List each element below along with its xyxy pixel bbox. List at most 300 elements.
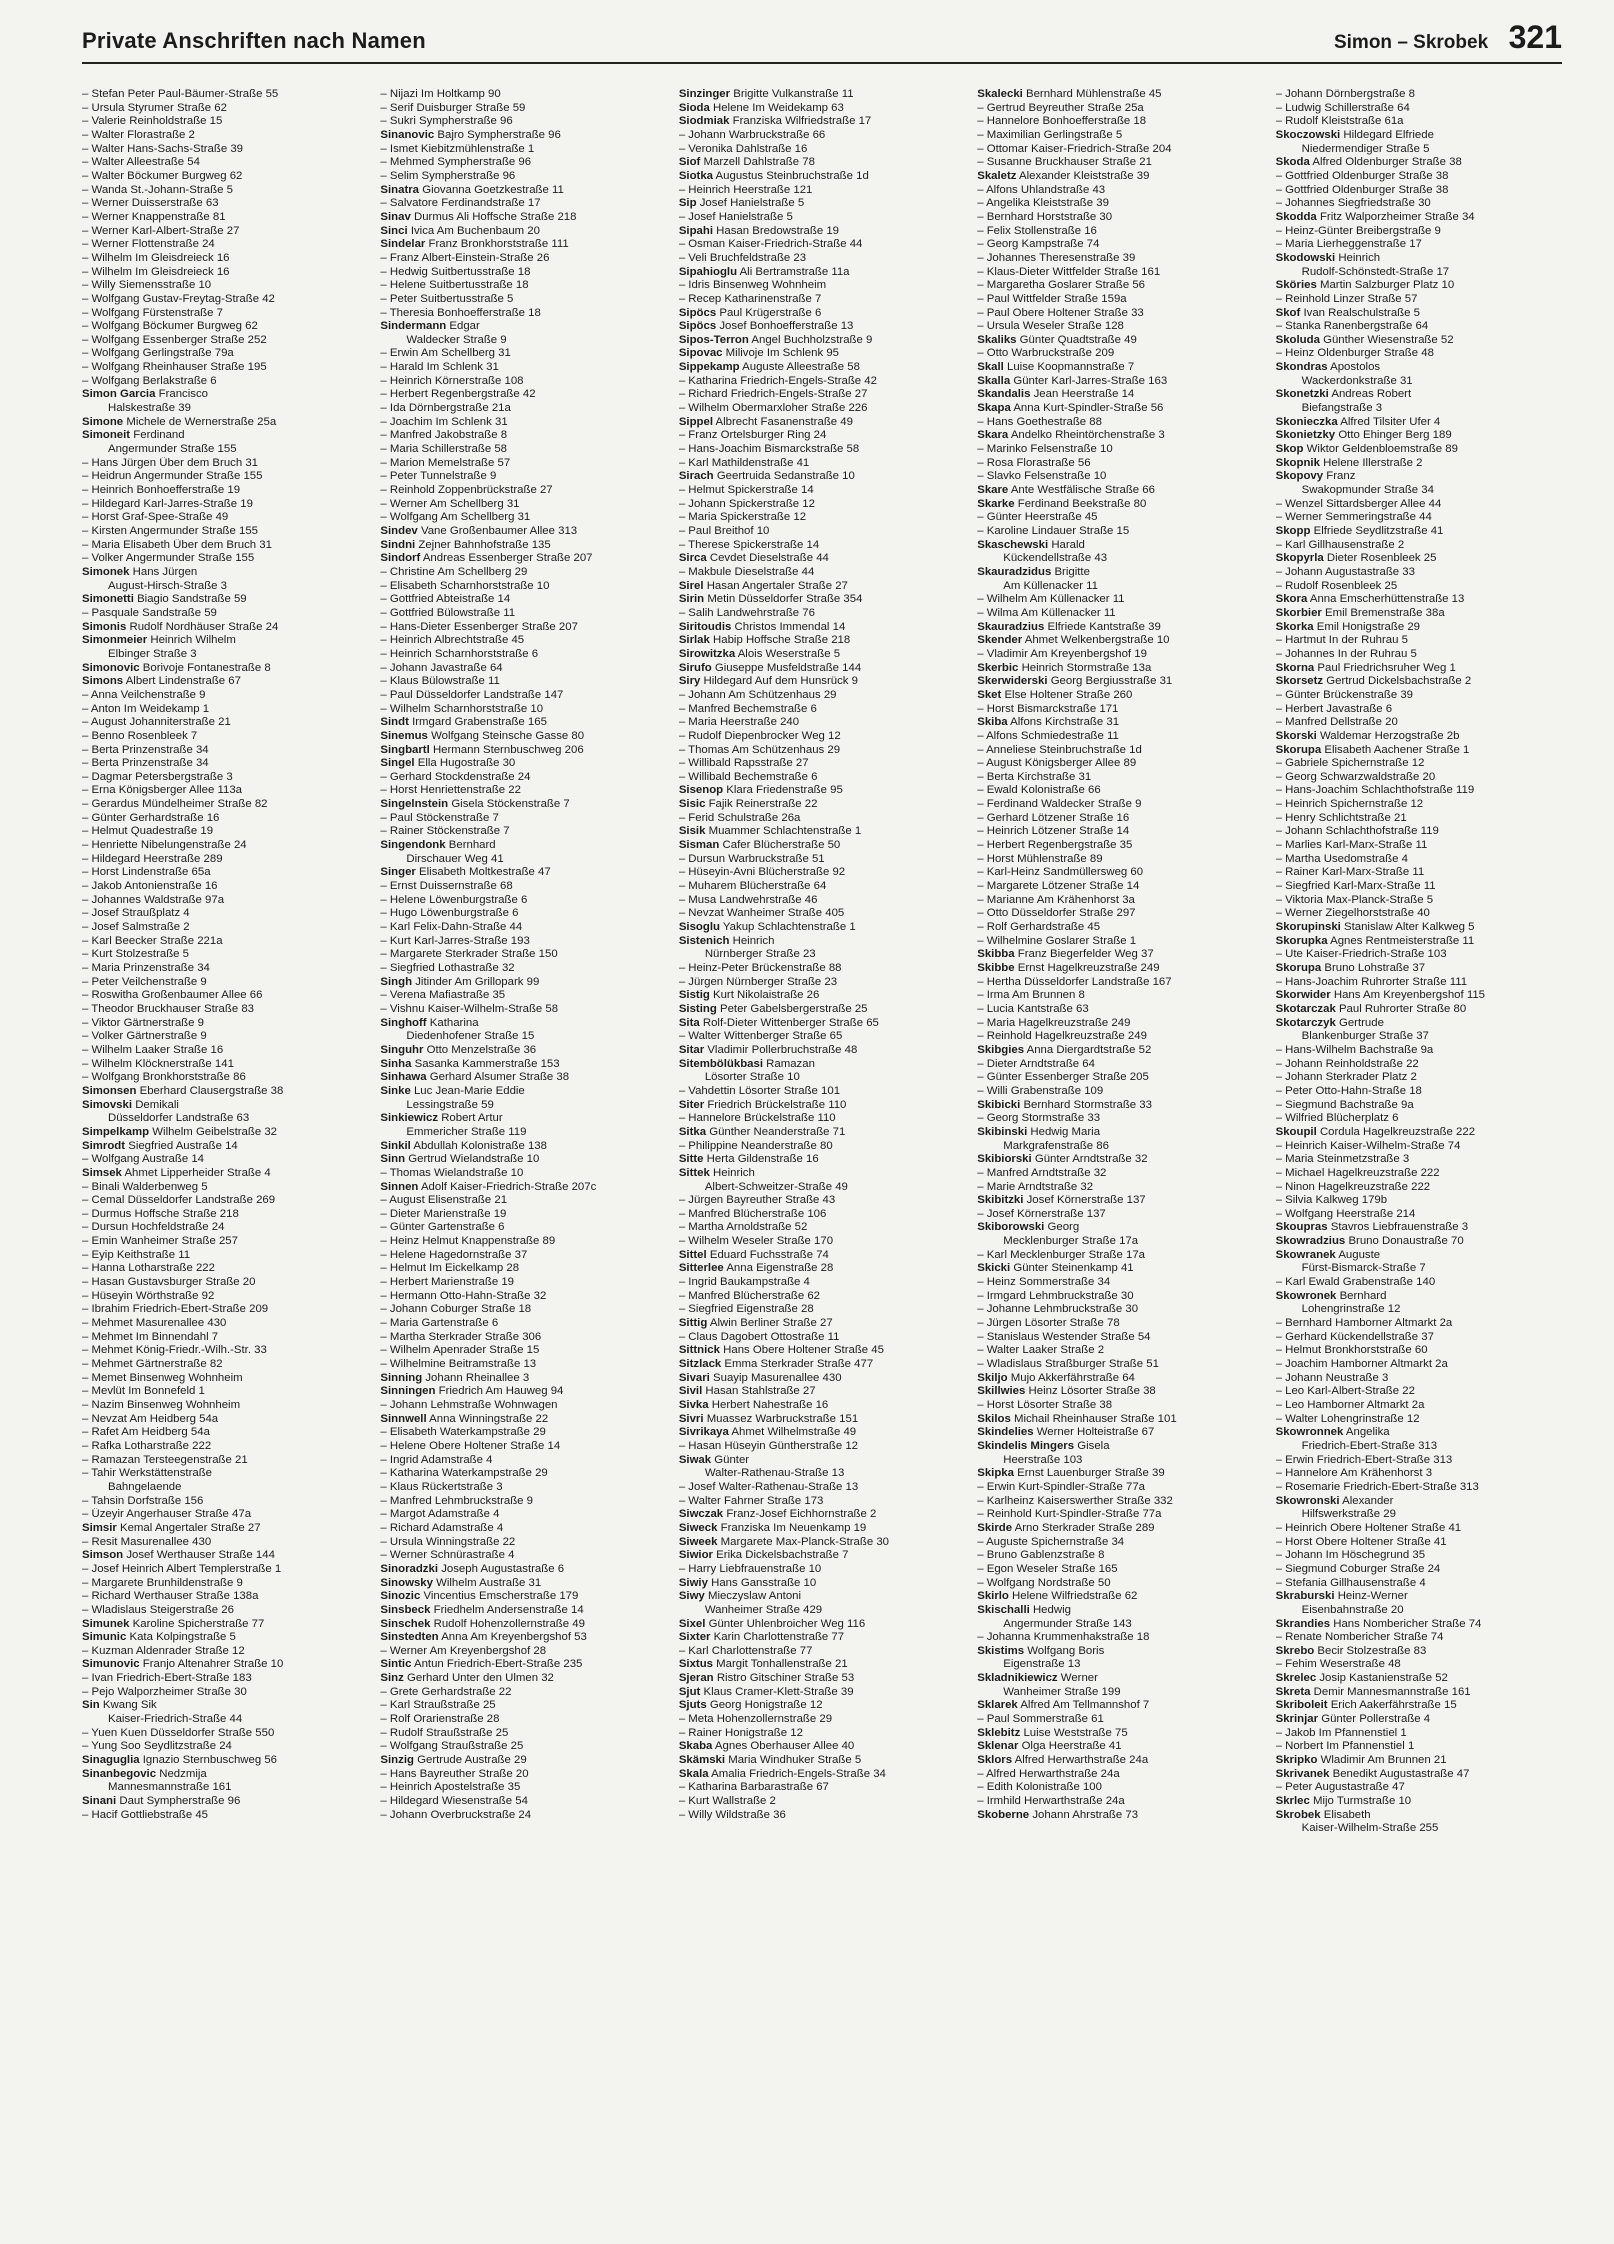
directory-entry-head <box>679 156 965 170</box>
directory-entry <box>679 484 965 498</box>
directory-entry-head <box>977 88 1263 102</box>
entry-text: – Viktor Gärtnerstraße 9 <box>82 1016 204 1029</box>
directory-entry-head <box>380 976 666 990</box>
entry-text: – Maria Hagelkreuzstraße 249 <box>977 1016 1131 1029</box>
directory-entry-head <box>380 225 666 239</box>
entry-text: – Irmhild Herwarthstraße 24a <box>977 1795 1125 1808</box>
entry-text: Blankenburger Straße 37 <box>1301 1030 1429 1043</box>
directory-entry-head <box>1276 1618 1562 1632</box>
entry-text: – Theodor Bruckhauser Straße 83 <box>82 1002 255 1015</box>
directory-entry <box>82 1290 368 1304</box>
entry-text: – Üzeyir Angerhauser Straße 47a <box>82 1508 252 1521</box>
directory-entry <box>380 307 666 321</box>
directory-entry-continuation <box>679 948 965 962</box>
entry-text: – Musa Landwehrstraße 46 <box>678 893 818 906</box>
directory-entry-head <box>977 1221 1263 1235</box>
surname: Skrlec <box>1275 1795 1310 1808</box>
entry-text: – Otto Düsseldorfer Straße 297 <box>977 907 1136 920</box>
surname: Simoneit <box>82 429 131 442</box>
entry-text: Michail Rheinhauser Straße 101 <box>1013 1412 1177 1425</box>
directory-entry <box>1276 1344 1562 1358</box>
directory-entry <box>1276 347 1562 361</box>
directory-entry <box>380 1713 666 1727</box>
entry-text: Gertrud Wielandstraße 10 <box>408 1153 540 1166</box>
surname: Skop <box>1275 443 1304 456</box>
entry-text: – Josef Heinrich Albert Templerstraße 1 <box>82 1562 282 1575</box>
entry-text: – Johann Dörnbergstraße 8 <box>1275 88 1415 100</box>
directory-entry <box>82 361 368 375</box>
entry-text: – Paul Breithof 10 <box>678 525 770 537</box>
directory-entry-head <box>679 102 965 116</box>
entry-text: Ahmet Welkenbergstraße 10 <box>1024 634 1170 647</box>
directory-entry-head <box>977 334 1263 348</box>
entry-text: – Wolfgang Heerstraße 214 <box>1275 1207 1416 1220</box>
surname: Skiborowski <box>977 1221 1045 1234</box>
surname: Skaba <box>678 1740 713 1753</box>
directory-entry-head <box>679 648 965 662</box>
directory-entry <box>679 184 965 198</box>
directory-entry <box>82 1508 368 1522</box>
directory-entry <box>679 1795 965 1809</box>
surname: Sindorf <box>380 552 421 565</box>
entry-text: Markgrafenstraße 86 <box>1003 1139 1109 1152</box>
directory-entry-head <box>1276 1249 1562 1263</box>
surname: Simovski <box>82 1098 133 1111</box>
directory-entry <box>679 1276 965 1290</box>
entry-text: – Berta Prinzenstraße 34 <box>82 757 209 770</box>
directory-entry-head <box>380 1563 666 1577</box>
surname: Sirlak <box>678 634 710 647</box>
entry-text: – Willibald Rapsstraße 27 <box>678 757 809 770</box>
entry-text: – Angelika Kleiststraße 39 <box>977 197 1109 210</box>
directory-entry <box>82 1536 368 1550</box>
directory-entry <box>1276 853 1562 867</box>
entry-text: – Volker Gärtnerstraße 9 <box>82 1030 207 1043</box>
directory-entry <box>380 1699 666 1713</box>
directory-entry <box>1276 1194 1562 1208</box>
directory-entry-head <box>977 498 1263 512</box>
surname: Skodda <box>1275 210 1317 223</box>
directory-entry <box>82 511 368 525</box>
directory-entry <box>977 744 1263 758</box>
directory-entry <box>82 894 368 908</box>
directory-entry <box>380 907 666 921</box>
directory-entry-head <box>977 1194 1263 1208</box>
entry-text: – Franz Albert-Einstein-Straße 26 <box>380 251 550 264</box>
directory-entry-head <box>977 948 1263 962</box>
directory-entry-head <box>1276 307 1562 321</box>
entry-text: Alwin Berliner Straße 27 <box>709 1317 833 1330</box>
directory-entry <box>380 771 666 785</box>
surname: Sinningen <box>380 1385 436 1398</box>
surname: Skibbe <box>977 962 1015 974</box>
entry-text: Gisela Stöckenstraße 7 <box>451 798 570 811</box>
entry-text: – Vladimir Am Kreyenbergshof 19 <box>977 647 1147 660</box>
directory-entry-continuation <box>1276 375 1562 389</box>
directory-entry <box>977 293 1263 307</box>
directory-entry <box>977 225 1263 239</box>
entry-text: Andreas Essenberger Straße 207 <box>422 552 593 565</box>
directory-entry-head <box>1276 1426 1562 1440</box>
directory-entry <box>977 1017 1263 1031</box>
directory-entry <box>1276 580 1562 594</box>
entry-text: Emil Bremenstraße 38a <box>1325 606 1445 619</box>
surname: Siweek <box>678 1535 718 1548</box>
entry-text: – Jürgen Nürnberger Straße 23 <box>678 975 838 988</box>
entry-text: – Hedwig Suitbertusstraße 18 <box>380 265 531 278</box>
surname: Sjeran <box>678 1672 714 1685</box>
directory-entry-head <box>1276 470 1562 484</box>
entry-text: – Margarete Brunhildenstraße 9 <box>82 1576 243 1589</box>
entry-text: Günter <box>714 1453 750 1466</box>
directory-entry-continuation <box>82 580 368 594</box>
surname: Sita <box>678 1016 700 1029</box>
directory-entry <box>977 184 1263 198</box>
directory-entry <box>380 1645 666 1659</box>
entry-text: – Heinrich Heerstraße 121 <box>678 183 813 196</box>
directory-entry <box>82 211 368 225</box>
directory-entry <box>82 744 368 758</box>
entry-text: Bernhard <box>448 839 496 852</box>
entry-text: – Walter Fahrner Straße 173 <box>678 1494 824 1507</box>
directory-entry <box>1276 839 1562 853</box>
directory-entry <box>82 825 368 839</box>
entry-text: Kwang Sik <box>102 1699 157 1712</box>
directory-entry-continuation <box>679 1181 965 1195</box>
directory-entry <box>380 1221 666 1235</box>
entry-text: – Peter Augustastraße 47 <box>1275 1781 1405 1794</box>
entry-text: – Rosa Florastraße 56 <box>977 456 1091 469</box>
directory-entry-head <box>82 1768 368 1782</box>
directory-entry <box>977 607 1263 621</box>
directory-entry <box>380 1399 666 1413</box>
directory-entry <box>82 1181 368 1195</box>
surname: Skrelec <box>1275 1672 1317 1685</box>
directory-entry <box>679 539 965 553</box>
directory-entry <box>977 1536 1263 1550</box>
directory-entry-continuation <box>977 1618 1263 1632</box>
directory-entry-continuation <box>1276 1508 1562 1522</box>
entry-text: Lessingstraße 59 <box>406 1098 494 1111</box>
surname: Sjut <box>678 1685 701 1698</box>
directory-entry <box>679 1112 965 1126</box>
entry-text: – Wolfgang Straußstraße 25 <box>380 1740 524 1753</box>
entry-text: Benedikt Augustastraße 47 <box>1332 1767 1470 1780</box>
entry-text: Agnes Rentmeisterstraße 11 <box>1330 934 1475 947</box>
entry-text: – Wolfgang Gustav-Freytag-Straße 42 <box>82 292 275 305</box>
entry-text: Franz Biegerfelder Weg 37 <box>1017 948 1154 961</box>
entry-text: – Heinrich Scharnhorststraße 6 <box>380 647 539 660</box>
entry-text: – Henry Schlichtstraße 21 <box>1275 811 1407 824</box>
directory-entry-head <box>679 266 965 280</box>
entry-text: Karin Charlottenstraße 77 <box>713 1631 845 1644</box>
column-2 <box>380 88 666 2228</box>
directory-entry <box>380 921 666 935</box>
directory-entry <box>977 347 1263 361</box>
surname: Siotka <box>678 169 713 182</box>
entry-text: Johann Rheinallee 3 <box>425 1371 530 1384</box>
entry-text: – Kurt Wallstraße 2 <box>678 1795 776 1808</box>
surname: Siof <box>678 156 701 169</box>
directory-entry <box>1276 648 1562 662</box>
directory-entry-head <box>679 1413 965 1427</box>
directory-entry-head <box>1276 211 1562 225</box>
entry-text: – Rudolf Diepenbrocker Weg 12 <box>678 729 841 742</box>
entry-text: – Karoline Lindauer Straße 15 <box>977 525 1130 537</box>
entry-text: – Maria Heerstraße 240 <box>678 716 800 729</box>
entry-text: Bahngelaende <box>108 1480 182 1493</box>
entry-text: Robert Artur <box>441 1112 503 1125</box>
surname: Sisoglu <box>678 921 720 934</box>
directory-entry-head <box>679 1754 965 1768</box>
directory-entry-head <box>679 798 965 812</box>
directory-entry <box>82 320 368 334</box>
entry-text: – Wolfgang Am Schellberg 31 <box>380 511 531 524</box>
directory-entry-head <box>1276 443 1562 457</box>
directory-entry <box>1276 1112 1562 1126</box>
directory-entry-head <box>977 675 1263 689</box>
entry-text: Diedenhofener Straße 15 <box>406 1030 535 1043</box>
entry-text: – Manfred Bechemstraße 6 <box>678 702 817 715</box>
surname: Sistig <box>678 989 710 1002</box>
entry-text: – Erwin Friedrich-Ebert-Straße 313 <box>1275 1453 1453 1466</box>
entry-text: – Heinrich Kaiser-Wilhelm-Straße 74 <box>1275 1139 1461 1152</box>
directory-entry <box>82 716 368 730</box>
directory-entry-head <box>380 238 666 252</box>
directory-entry <box>82 1495 368 1509</box>
directory-entry <box>977 1399 1263 1413</box>
entry-text: Rudolf Hohenzollernstraße 49 <box>433 1617 585 1630</box>
entry-text: – Hans-Dieter Essenberger Straße 207 <box>380 620 578 633</box>
entry-text: – Heinz Oldenburger Straße 48 <box>1275 347 1434 360</box>
entry-text: Ella Hugostraße 30 <box>417 757 516 770</box>
directory-entry-head <box>82 675 368 689</box>
directory-entry-head <box>679 1099 965 1113</box>
directory-entry <box>82 266 368 280</box>
surname: Skopyrla <box>1275 552 1324 565</box>
entry-text: Wilhelm Austraße 31 <box>436 1576 542 1589</box>
surname: Skopovy <box>1275 470 1324 483</box>
directory-entry <box>82 1385 368 1399</box>
entry-text: Fürst-Bismarck-Straße 7 <box>1301 1262 1426 1275</box>
entry-text: – Georg Schwarzwaldstraße 20 <box>1275 770 1436 783</box>
entry-text: – Bernhard Hamborner Altmarkt 2a <box>1275 1317 1453 1330</box>
entry-text: Mijo Turmstraße 10 <box>1313 1795 1412 1808</box>
entry-text: Augustus Steinbruchstraße 1d <box>715 169 869 182</box>
entry-text: Nürnberger Straße 23 <box>704 948 816 961</box>
entry-text: Anna Eigenstraße 28 <box>726 1262 834 1275</box>
page-number: 321 <box>1508 19 1562 55</box>
entry-text: – Stanislaus Westender Straße 54 <box>977 1330 1151 1343</box>
entry-text: – Werner Am Schellberg 31 <box>380 497 520 510</box>
entry-text: – Yuen Kuen Düsseldorfer Straße 550 <box>82 1726 275 1739</box>
entry-text: – Ida Dörnbergstraße 21a <box>380 402 511 415</box>
entry-text: – Josef Straußplatz 4 <box>82 907 190 920</box>
directory-entry <box>1276 320 1562 334</box>
surname: Skorupa <box>1275 962 1322 974</box>
directory-entry-head <box>1276 416 1562 430</box>
directory-entry <box>380 1262 666 1276</box>
entry-text: Biefangstraße 3 <box>1301 402 1383 415</box>
directory-entry <box>82 102 368 116</box>
entry-text: – Hildegard Wiesenstraße 54 <box>380 1795 528 1808</box>
entry-text: – Wilhelm Weseler Straße 170 <box>678 1235 834 1248</box>
directory-entry <box>82 293 368 307</box>
entry-text: Heinrich <box>732 934 775 947</box>
entry-text: – Irma Am Brunnen 8 <box>977 989 1085 1002</box>
entry-text: – Johann Im Höschegrund 35 <box>1275 1549 1426 1562</box>
directory-entry <box>679 443 965 457</box>
directory-entry <box>380 675 666 689</box>
directory-entry <box>679 1208 965 1222</box>
entry-text: Abdullah Kolonistraße 138 <box>413 1139 547 1152</box>
entry-text: – Tahir Werkstättenstraße <box>82 1467 212 1480</box>
directory-entry-head <box>977 484 1263 498</box>
entry-text: Geertruida Sedanstraße 10 <box>716 470 855 483</box>
entry-text: – Hacif Gottliebstraße 45 <box>82 1808 208 1821</box>
entry-text: Hilfswerkstraße 29 <box>1301 1508 1396 1521</box>
entry-text: – Ismet Kiebitzmühlenstraße 1 <box>380 142 535 155</box>
entry-text: Alfred Herwarthstraße 24a <box>1014 1754 1149 1767</box>
directory-entry <box>82 1672 368 1686</box>
directory-entry-head <box>679 580 965 594</box>
entry-text: – Kurt Stolzestraße 5 <box>82 948 189 961</box>
surname: Simonis <box>82 620 127 633</box>
directory-entry <box>679 1781 965 1795</box>
entry-text: – Sukri Sympherstraße 96 <box>380 115 513 128</box>
directory-entry-head <box>679 552 965 566</box>
entry-text: – Nazim Binsenweg Wohnheim <box>82 1399 241 1411</box>
entry-text: – Martha Sterkrader Straße 306 <box>380 1330 542 1343</box>
directory-entry-head <box>1276 621 1562 635</box>
directory-entry <box>380 1481 666 1495</box>
surname: Skiljo <box>977 1371 1008 1384</box>
directory-entry-head <box>82 1167 368 1181</box>
surname: Skirlo <box>977 1590 1009 1603</box>
entry-text: – Margarete Lötzener Straße 14 <box>977 880 1140 893</box>
entry-text: Yakup Schlachtenstraße 1 <box>722 921 856 934</box>
surname: Siwy <box>678 1590 705 1603</box>
entry-text: Hedwig Maria <box>1030 1125 1101 1138</box>
entry-text: – Gerhard Kückendellstraße 37 <box>1275 1330 1434 1343</box>
directory-entry <box>82 1740 368 1754</box>
entry-text: – Hans-Joachim Ruhrorter Straße 111 <box>1275 975 1468 988</box>
entry-text: – Recep Katharinenstraße 7 <box>678 292 822 305</box>
surname: Skapa <box>977 402 1011 415</box>
entry-text: – Helene Löwenburgstraße 6 <box>380 893 528 906</box>
surname: Sirel <box>678 579 704 592</box>
entry-text: Josef Bonhoefferstraße 13 <box>719 320 854 333</box>
directory-entry-continuation <box>977 1686 1263 1700</box>
directory-entry-head <box>977 1372 1263 1386</box>
directory-entry <box>1276 1385 1562 1399</box>
directory-entry-head <box>82 1126 368 1140</box>
directory-entry-head <box>1276 1672 1562 1686</box>
directory-entry-head <box>1276 935 1562 949</box>
entry-text: Luise Weststraße 75 <box>1023 1726 1128 1739</box>
directory-entry-continuation <box>1276 1822 1562 1836</box>
directory-entry-head <box>679 1385 965 1399</box>
directory-entry <box>82 1358 368 1372</box>
directory-entry-head <box>1276 252 1562 266</box>
directory-entry <box>1276 1740 1562 1754</box>
entry-text: Ali Bertramstraße 11a <box>739 265 850 278</box>
entry-text: – Siegfried Karl-Marx-Straße 11 <box>1275 880 1436 893</box>
entry-text: – Johann Schlachthofstraße 119 <box>1275 825 1439 838</box>
directory-entry <box>380 1290 666 1304</box>
entry-text: – Martha Arnoldstraße 52 <box>678 1221 808 1234</box>
directory-entry-head <box>679 1126 965 1140</box>
entry-text: Muammer Schlachtenstraße 1 <box>708 825 862 838</box>
surname: Skripko <box>1275 1754 1318 1767</box>
surname: Skender <box>977 634 1023 647</box>
surname: Skodowski <box>1275 251 1336 264</box>
directory-entry <box>82 484 368 498</box>
entry-text: – Heinz-Günter Breibergstraße 9 <box>1275 224 1441 237</box>
directory-entry-head <box>82 662 368 676</box>
entry-text: – Irmgard Lehmbruckstraße 30 <box>977 1289 1134 1302</box>
entry-text: – Werner Flottenstraße 24 <box>82 238 215 251</box>
directory-entry-head <box>1276 607 1562 621</box>
surname: Sinozic <box>380 1590 421 1603</box>
entry-text: Christos Immendal 14 <box>734 620 846 633</box>
directory-entry <box>380 1358 666 1372</box>
entry-text: Hasan Bredowstraße 19 <box>716 224 839 237</box>
directory-entry-continuation <box>82 402 368 416</box>
directory-entry <box>82 962 368 976</box>
entry-text: Ante Westfälische Straße 66 <box>1010 484 1155 497</box>
directory-entry <box>679 1713 965 1727</box>
surname: Sinemus <box>380 729 428 742</box>
entry-text: Hans Jürgen <box>132 565 198 578</box>
entry-text: – Hildegard Karl-Jarres-Straße 19 <box>82 497 253 510</box>
surname: Sirowitzka <box>678 647 736 660</box>
entry-text: – Ursula Styrumer Straße 62 <box>82 101 227 114</box>
directory-entry <box>1276 703 1562 717</box>
entry-text: – Edith Kolonistraße 100 <box>977 1781 1102 1794</box>
directory-entry-head <box>1276 334 1562 348</box>
directory-entry-head <box>1276 552 1562 566</box>
entry-text: Elisabeth Aachener Straße 1 <box>1324 743 1470 756</box>
surname: Skibgies <box>977 1043 1025 1056</box>
surname: Sivil <box>678 1385 703 1398</box>
entry-text: Margarete Max-Planck-Straße 30 <box>720 1535 890 1548</box>
directory-entry-head <box>977 1385 1263 1399</box>
entry-text: – Rudolf Rosenbleek 25 <box>1275 579 1398 592</box>
directory-entry <box>380 1508 666 1522</box>
entry-text: – Ibrahim Friedrich-Ebert-Straße 209 <box>82 1303 269 1316</box>
entry-text: – Tahsin Dorfstraße 156 <box>82 1494 204 1507</box>
directory-entry <box>82 1194 368 1208</box>
column-3 <box>679 88 965 2228</box>
directory-entry <box>380 962 666 976</box>
entry-text: – Berta Prinzenstraße 34 <box>82 743 209 756</box>
directory-entry-continuation <box>82 1781 368 1795</box>
entry-text: Bajro Sympherstraße 96 <box>437 128 561 141</box>
entry-text: Angermunder Straße 155 <box>108 443 237 456</box>
directory-entry <box>977 880 1263 894</box>
entry-text: – Hasan Gustavsburger Straße 20 <box>82 1276 256 1289</box>
entry-text: – Christine Am Schellberg 29 <box>380 565 528 578</box>
entry-text: – Gottfried Oldenburger Straße 38 <box>1275 169 1449 182</box>
entry-text: Giovanna Goetzkestraße 11 <box>422 183 564 196</box>
directory-entry <box>380 1454 666 1468</box>
entry-text: Hedwig <box>1032 1603 1071 1616</box>
surname: Skalla <box>977 374 1011 387</box>
entry-text: – Maria Prinzenstraße 34 <box>82 962 210 974</box>
directory-entry-head <box>1276 1686 1562 1700</box>
entry-text: Antun Friedrich-Ebert-Straße 235 <box>413 1658 583 1671</box>
